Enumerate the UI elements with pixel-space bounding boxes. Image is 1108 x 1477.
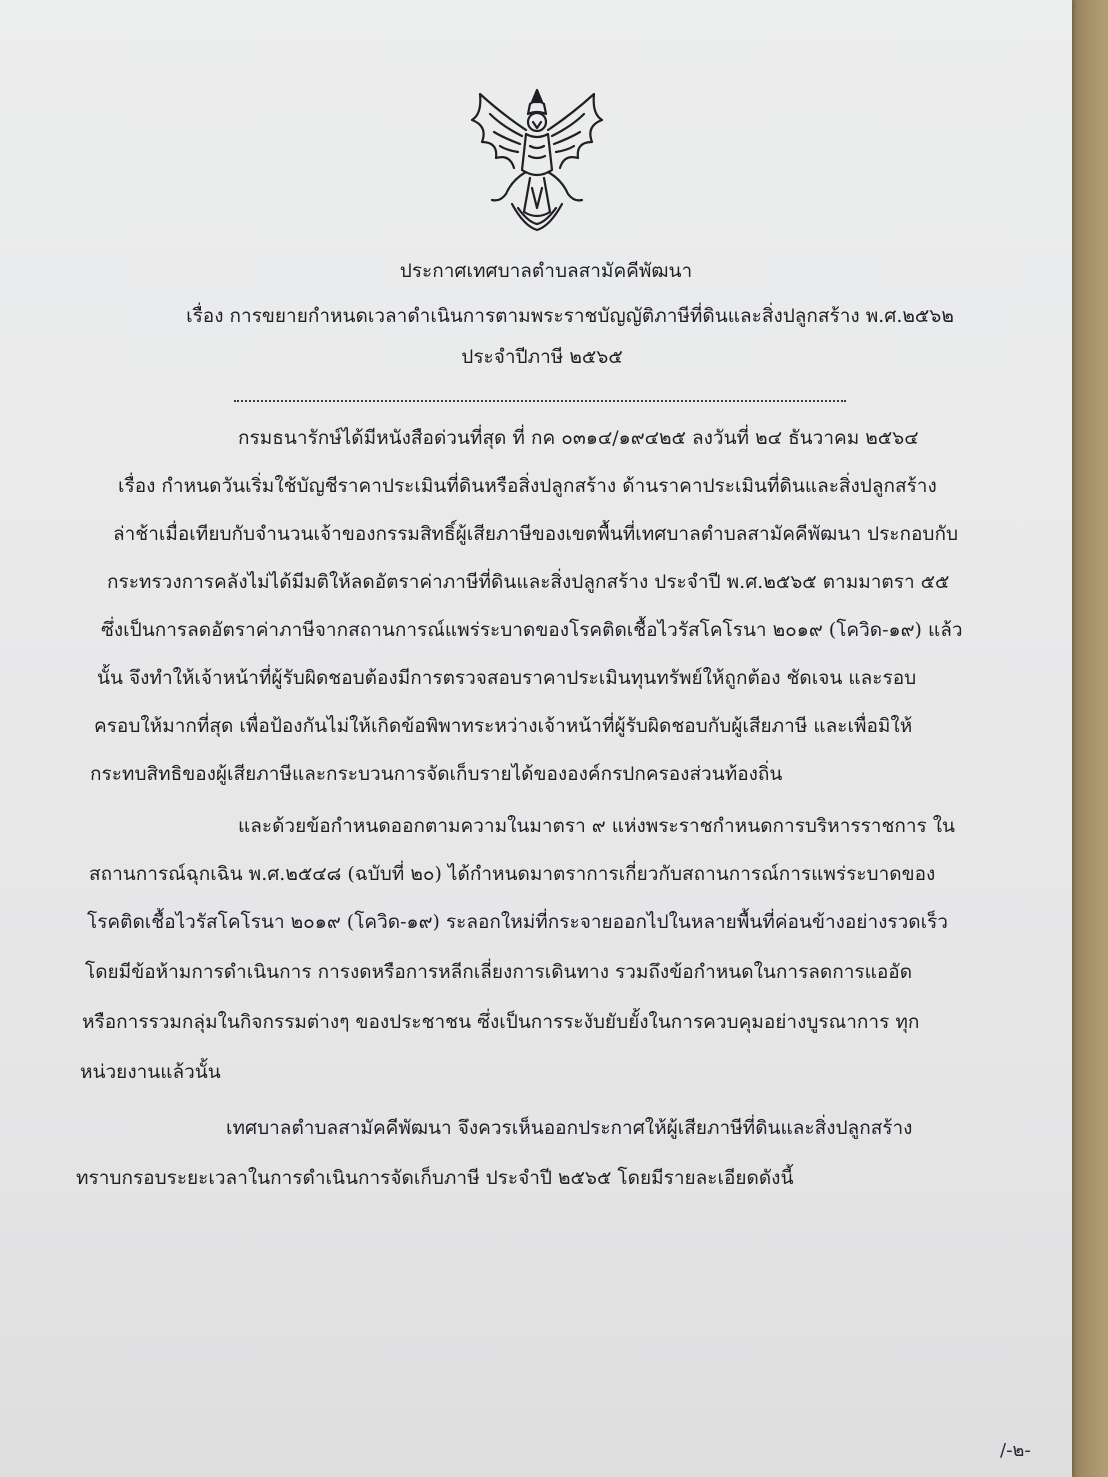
- page-number: /-๒-: [1000, 1440, 1031, 1461]
- body-line: กระทรวงการคลังไม่ได้มีมติให้ลดอัตราค่าภาษีที่ดินและสิ่งปลูกสร้าง ประจำปี พ.ศ.๒๕๖๕ ตามมาตรา ๕๕: [107, 571, 950, 593]
- announcement-tax-year: ประจำปีภาษี ๒๕๖๕: [461, 346, 623, 368]
- body-line: เทศบาลตำบลสามัคคีพัฒนา จึงควรเห็นออกประกาศให้ผู้เสียภาษีที่ดินและสิ่งปลูกสร้าง: [226, 1117, 913, 1139]
- body-line: โดยมีข้อห้ามการดำเนินการ การงดหรือการหลีกเลี่ยงการเดินทาง รวมถึงข้อกำหนดในการลดการแออัด: [85, 961, 913, 983]
- announcement-subject: เรื่อง การขยายกำหนดเวลาดำเนินการตามพระราชบัญญัติภาษีที่ดินและสิ่งปลูกสร้าง พ.ศ.๒๕๖๒: [186, 305, 954, 327]
- body-line: กระทบสิทธิของผู้เสียภาษีและกระบวนการจัดเก็บรายได้ขององค์กรปกครองส่วนท้องถิ่น: [90, 763, 783, 785]
- body-line: ครอบให้มากที่สุด เพื่อป้องกันไม่ให้เกิดข้อพิพาทระหว่างเจ้าหน้าที่ผู้รับผิดชอบกับผู้เสียภาษี และเพื่อมิให้: [94, 715, 913, 737]
- table-background: [1068, 0, 1108, 1477]
- dotted-divider: [234, 400, 846, 402]
- garuda-emblem-icon: [452, 84, 622, 234]
- body-line: โรคติดเชื้อไวรัสโคโรนา ๒๐๑๙ (โควิด-๑๙) ระลอกใหม่ที่กระจายออกไปในหลายพื้นที่ค่อนข้างอย่างรวดเร็ว: [87, 911, 948, 933]
- body-line: นั้น จึงทำให้เจ้าหน้าที่ผู้รับผิดชอบต้องมีการตรวจสอบราคาประเมินทุนทรัพย์ให้ถูกต้อง ชัดเจน และรอบ: [97, 667, 917, 689]
- announcement-title: ประกาศเทศบาลตำบลสามัคคีพัฒนา: [399, 260, 693, 282]
- body-line: สถานการณ์ฉุกเฉิน พ.ศ.๒๕๔๘ (ฉบับที่ ๒๐) ได้กำหนดมาตราการเกี่ยวกับสถานการณ์การแพร่ระบาดของ: [89, 863, 936, 885]
- body-line: หรือการรวมกลุ่มในกิจกรรมต่างๆ ของประชาชน ซึ่งเป็นการระงับยับยั้งในการควบคุมอย่างบูรณาการ ทุก: [82, 1011, 920, 1033]
- body-line: ซึ่งเป็นการลดอัตราค่าภาษีจากสถานการณ์แพร่ระบาดของโรคติดเชื้อไวรัสโคโรนา ๒๐๑๙ (โควิด-๑๙) แล้ว: [101, 619, 963, 641]
- body-line: หน่วยงานแล้วนั้น: [80, 1061, 221, 1083]
- body-line: ทราบกรอบระยะเวลาในการดำเนินการจัดเก็บภาษี ประจำปี ๒๕๖๕ โดยมีรายละเอียดดังนี้: [76, 1167, 794, 1189]
- body-line: เรื่อง กำหนดวันเริ่มใช้บัญชีราคาประเมินที่ดินหรือสิ่งปลูกสร้าง ด้านราคาประเมินที่ดินและสิ่งปลูกสร้าง: [118, 475, 937, 497]
- body-line: ล่าช้าเมื่อเทียบกับจำนวนเจ้าของกรรมสิทธิ์ผู้เสียภาษีของเขตพื้นที่เทศบาลตำบลสามัคคีพัฒนา ประกอบกับ: [113, 523, 959, 545]
- body-line: กรมธนารักษ์ได้มีหนังสือด่วนที่สุด ที่ กค ๐๓๑๔/๑๙๔๒๕ ลงวันที่ ๒๔ ธันวาคม ๒๕๖๔: [238, 427, 919, 449]
- body-line: และด้วยข้อกำหนดออกตามความในมาตรา ๙ แห่งพระราชกำหนดการบริหารราชการ ใน: [238, 815, 956, 837]
